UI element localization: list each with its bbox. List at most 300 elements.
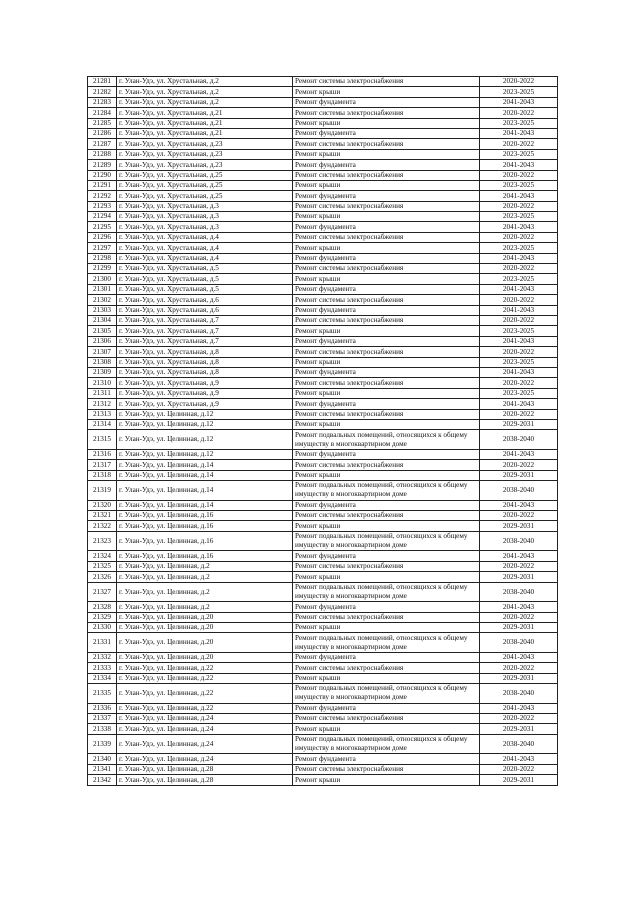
address-cell: г. Улан-Удэ, ул. Целинная, д.28	[117, 764, 293, 774]
period-cell: 2020-2022	[480, 77, 558, 87]
table-row	[88, 460, 558, 470]
address-cell: г. Улан-Удэ, ул. Целинная, д.22	[117, 673, 293, 683]
work-type-cell: Ремонт системы электроснабжения	[293, 201, 480, 211]
table-row	[88, 118, 558, 128]
period-cell: 2020-2022	[480, 612, 558, 622]
row-number-cell: 21302	[88, 295, 117, 305]
period-cell: 2029-2031	[480, 673, 558, 683]
row-number-cell: 21286	[88, 128, 117, 138]
address-cell: г. Улан-Удэ, ул. Хрустальная, д.3	[117, 212, 293, 222]
address-cell: г. Улан-Удэ, ул. Целинная, д.20	[117, 612, 293, 622]
period-cell: 2041-2043	[480, 602, 558, 612]
address-cell: г. Улан-Удэ, ул. Целинная, д.12	[117, 430, 293, 450]
work-type-cell: Ремонт системы электроснабжения	[293, 139, 480, 149]
address-cell: г. Улан-Удэ, ул. Хрустальная, д.21	[117, 118, 293, 128]
period-cell: 2041-2043	[480, 222, 558, 232]
address-cell: г. Улан-Удэ, ул. Хрустальная, д.2	[117, 77, 293, 87]
address-cell: г. Улан-Удэ, ул. Хрустальная, д.7	[117, 326, 293, 336]
table-row	[88, 336, 558, 346]
address-cell: г. Улан-Удэ, ул. Хрустальная, д.23	[117, 139, 293, 149]
period-cell: 2029-2031	[480, 419, 558, 429]
row-number-cell: 21337	[88, 714, 117, 724]
address-cell: г. Улан-Удэ, ул. Хрустальная, д.21	[117, 108, 293, 118]
address-cell: г. Улан-Удэ, ул. Хрустальная, д.5	[117, 264, 293, 274]
work-type-cell: Ремонт фундамента	[293, 222, 480, 232]
row-number-cell: 21340	[88, 754, 117, 764]
period-cell: 2020-2022	[480, 295, 558, 305]
address-cell: г. Улан-Удэ, ул. Целинная, д.2	[117, 602, 293, 612]
table-row	[88, 149, 558, 159]
period-cell: 2029-2031	[480, 724, 558, 734]
work-type-cell: Ремонт фундамента	[293, 160, 480, 170]
work-type-cell: Ремонт подвальных помещений, относящихся к общему имуществу в многоквартирном доме	[293, 684, 480, 704]
address-cell: г. Улан-Удэ, ул. Целинная, д.2	[117, 582, 293, 602]
period-cell: 2020-2022	[480, 347, 558, 357]
work-type-cell: Ремонт системы электроснабжения	[293, 409, 480, 419]
period-cell: 2023-2025	[480, 326, 558, 336]
table-row	[88, 663, 558, 673]
period-cell: 2041-2043	[480, 284, 558, 294]
address-cell: г. Улан-Удэ, ул. Целинная, д.16	[117, 521, 293, 531]
work-type-cell: Ремонт крыши	[293, 419, 480, 429]
work-type-cell: Ремонт фундамента	[293, 284, 480, 294]
period-cell: 2029-2031	[480, 622, 558, 632]
address-cell: г. Улан-Удэ, ул. Хрустальная, д.5	[117, 284, 293, 294]
address-cell: г. Улан-Удэ, ул. Хрустальная, д.4	[117, 232, 293, 242]
work-type-cell: Ремонт фундамента	[293, 652, 480, 662]
work-type-cell: Ремонт системы электроснабжения	[293, 764, 480, 774]
row-number-cell: 21313	[88, 409, 117, 419]
row-number-cell: 21330	[88, 622, 117, 632]
address-cell: г. Улан-Удэ, ул. Целинная, д.12	[117, 449, 293, 459]
work-type-cell: Ремонт фундамента	[293, 128, 480, 138]
table-row	[88, 684, 558, 704]
period-cell: 2020-2022	[480, 511, 558, 521]
work-type-cell: Ремонт системы электроснабжения	[293, 511, 480, 521]
table-row	[88, 500, 558, 510]
table-row	[88, 357, 558, 367]
work-type-cell: Ремонт крыши	[293, 326, 480, 336]
address-cell: г. Улан-Удэ, ул. Целинная, д.14	[117, 460, 293, 470]
row-number-cell: 21341	[88, 764, 117, 774]
table-row	[88, 602, 558, 612]
row-number-cell: 21322	[88, 521, 117, 531]
table-row	[88, 284, 558, 294]
row-number-cell: 21318	[88, 470, 117, 480]
period-cell: 2020-2022	[480, 108, 558, 118]
work-type-cell: Ремонт фундамента	[293, 754, 480, 764]
period-cell: 2041-2043	[480, 500, 558, 510]
row-number-cell: 21306	[88, 336, 117, 346]
table-row	[88, 201, 558, 211]
table-row	[88, 274, 558, 284]
row-number-cell: 21335	[88, 684, 117, 704]
address-cell: г. Улан-Удэ, ул. Хрустальная, д.3	[117, 222, 293, 232]
work-type-cell: Ремонт системы электроснабжения	[293, 295, 480, 305]
address-cell: г. Улан-Удэ, ул. Целинная, д.22	[117, 663, 293, 673]
row-number-cell: 21303	[88, 305, 117, 315]
address-cell: г. Улан-Удэ, ул. Хрустальная, д.4	[117, 253, 293, 263]
table-row	[88, 347, 558, 357]
period-cell: 2020-2022	[480, 264, 558, 274]
work-type-cell: Ремонт системы электроснабжения	[293, 714, 480, 724]
work-type-cell: Ремонт фундамента	[293, 500, 480, 510]
address-cell: г. Улан-Удэ, ул. Хрустальная, д.7	[117, 315, 293, 325]
period-cell: 2023-2025	[480, 87, 558, 97]
address-cell: г. Улан-Удэ, ул. Хрустальная, д.6	[117, 305, 293, 315]
row-number-cell: 21291	[88, 180, 117, 190]
period-cell: 2020-2022	[480, 764, 558, 774]
period-cell: 2041-2043	[480, 336, 558, 346]
work-type-cell: Ремонт крыши	[293, 572, 480, 582]
address-cell: г. Улан-Удэ, ул. Хрустальная, д.9	[117, 378, 293, 388]
row-number-cell: 21294	[88, 212, 117, 222]
table-row	[88, 470, 558, 480]
work-type-cell: Ремонт системы электроснабжения	[293, 612, 480, 622]
period-cell: 2029-2031	[480, 470, 558, 480]
address-cell: г. Улан-Удэ, ул. Хрустальная, д.23	[117, 160, 293, 170]
period-cell: 2020-2022	[480, 170, 558, 180]
table-row	[88, 77, 558, 87]
work-type-cell: Ремонт подвальных помещений, относящихся к общему имуществу в многоквартирном доме	[293, 582, 480, 602]
row-number-cell: 21310	[88, 378, 117, 388]
period-cell: 2023-2025	[480, 212, 558, 222]
address-cell: г. Улан-Удэ, ул. Хрустальная, д.4	[117, 243, 293, 253]
row-number-cell: 21338	[88, 724, 117, 734]
work-type-cell: Ремонт крыши	[293, 357, 480, 367]
row-number-cell: 21327	[88, 582, 117, 602]
table-row	[88, 222, 558, 232]
work-type-cell: Ремонт фундамента	[293, 703, 480, 713]
period-cell: 2038-2040	[480, 582, 558, 602]
table-row	[88, 673, 558, 683]
row-number-cell: 21320	[88, 500, 117, 510]
row-number-cell: 21342	[88, 775, 117, 785]
row-number-cell: 21311	[88, 388, 117, 398]
work-type-cell: Ремонт системы электроснабжения	[293, 315, 480, 325]
period-cell: 2020-2022	[480, 315, 558, 325]
table-row	[88, 449, 558, 459]
row-number-cell: 21312	[88, 399, 117, 409]
period-cell: 2023-2025	[480, 149, 558, 159]
address-cell: г. Улан-Удэ, ул. Хрустальная, д.6	[117, 295, 293, 305]
row-number-cell: 21333	[88, 663, 117, 673]
work-type-cell: Ремонт крыши	[293, 274, 480, 284]
work-type-cell: Ремонт крыши	[293, 775, 480, 785]
work-type-cell: Ремонт крыши	[293, 87, 480, 97]
table-row	[88, 264, 558, 274]
table-row	[88, 315, 558, 325]
work-type-cell: Ремонт фундамента	[293, 336, 480, 346]
work-type-cell: Ремонт системы электроснабжения	[293, 108, 480, 118]
address-cell: г. Улан-Удэ, ул. Целинная, д.24	[117, 754, 293, 764]
table-row	[88, 612, 558, 622]
work-type-cell: Ремонт фундамента	[293, 602, 480, 612]
address-cell: г. Улан-Удэ, ул. Целинная, д.16	[117, 551, 293, 561]
period-cell: 2029-2031	[480, 521, 558, 531]
row-number-cell: 21305	[88, 326, 117, 336]
work-type-cell: Ремонт крыши	[293, 521, 480, 531]
table-row	[88, 295, 558, 305]
address-cell: г. Улан-Удэ, ул. Хрустальная, д.25	[117, 180, 293, 190]
table-row	[88, 180, 558, 190]
work-type-cell: Ремонт фундамента	[293, 191, 480, 201]
table-row	[88, 97, 558, 107]
period-cell: 2041-2043	[480, 367, 558, 377]
work-type-cell: Ремонт фундамента	[293, 253, 480, 263]
row-number-cell: 21316	[88, 449, 117, 459]
row-number-cell: 21293	[88, 201, 117, 211]
period-cell: 2020-2022	[480, 201, 558, 211]
row-number-cell: 21336	[88, 703, 117, 713]
table-row	[88, 572, 558, 582]
period-cell: 2041-2043	[480, 449, 558, 459]
work-type-cell: Ремонт фундамента	[293, 399, 480, 409]
period-cell: 2041-2043	[480, 754, 558, 764]
row-number-cell: 21309	[88, 367, 117, 377]
period-cell: 2020-2022	[480, 139, 558, 149]
table-row	[88, 87, 558, 97]
period-cell: 2023-2025	[480, 243, 558, 253]
work-type-cell: Ремонт системы электроснабжения	[293, 347, 480, 357]
address-cell: г. Улан-Удэ, ул. Хрустальная, д.2	[117, 87, 293, 97]
work-type-cell: Ремонт крыши	[293, 388, 480, 398]
address-cell: г. Улан-Удэ, ул. Хрустальная, д.5	[117, 274, 293, 284]
period-cell: 2038-2040	[480, 734, 558, 754]
period-cell: 2041-2043	[480, 399, 558, 409]
table-row	[88, 521, 558, 531]
work-type-cell: Ремонт системы электроснабжения	[293, 170, 480, 180]
table-row	[88, 481, 558, 501]
table-row	[88, 399, 558, 409]
period-cell: 2023-2025	[480, 180, 558, 190]
work-type-cell: Ремонт крыши	[293, 724, 480, 734]
work-type-cell: Ремонт системы электроснабжения	[293, 232, 480, 242]
row-number-cell: 21304	[88, 315, 117, 325]
period-cell: 2041-2043	[480, 305, 558, 315]
address-cell: г. Улан-Удэ, ул. Хрустальная, д.2	[117, 97, 293, 107]
address-cell: г. Улан-Удэ, ул. Хрустальная, д.8	[117, 357, 293, 367]
address-cell: г. Улан-Удэ, ул. Целинная, д.14	[117, 481, 293, 501]
address-cell: г. Улан-Удэ, ул. Хрустальная, д.25	[117, 191, 293, 201]
table-row	[88, 764, 558, 774]
work-type-cell: Ремонт подвальных помещений, относящихся к общему имуществу в многоквартирном доме	[293, 481, 480, 501]
period-cell: 2038-2040	[480, 531, 558, 551]
row-number-cell: 21319	[88, 481, 117, 501]
table-row	[88, 724, 558, 734]
period-cell: 2041-2043	[480, 191, 558, 201]
table-row	[88, 367, 558, 377]
table-row	[88, 652, 558, 662]
period-cell: 2041-2043	[480, 253, 558, 263]
address-cell: г. Улан-Удэ, ул. Целинная, д.20	[117, 652, 293, 662]
address-cell: г. Улан-Удэ, ул. Хрустальная, д.8	[117, 367, 293, 377]
table-row	[88, 775, 558, 785]
work-type-cell: Ремонт крыши	[293, 149, 480, 159]
work-type-cell: Ремонт системы электроснабжения	[293, 77, 480, 87]
table-row	[88, 108, 558, 118]
table-row	[88, 378, 558, 388]
period-cell: 2020-2022	[480, 232, 558, 242]
table-row	[88, 160, 558, 170]
row-number-cell: 21287	[88, 139, 117, 149]
row-number-cell: 21284	[88, 108, 117, 118]
table-row	[88, 633, 558, 653]
table-row	[88, 409, 558, 419]
row-number-cell: 21300	[88, 274, 117, 284]
period-cell: 2041-2043	[480, 652, 558, 662]
row-number-cell: 21308	[88, 357, 117, 367]
row-number-cell: 21329	[88, 612, 117, 622]
table-row	[88, 703, 558, 713]
period-cell: 2029-2031	[480, 572, 558, 582]
period-cell: 2041-2043	[480, 97, 558, 107]
table-row	[88, 170, 558, 180]
period-cell: 2023-2025	[480, 118, 558, 128]
address-cell: г. Улан-Удэ, ул. Целинная, д.22	[117, 703, 293, 713]
row-number-cell: 21331	[88, 633, 117, 653]
address-cell: г. Улан-Удэ, ул. Хрустальная, д.7	[117, 336, 293, 346]
work-type-cell: Ремонт крыши	[293, 212, 480, 222]
work-type-cell: Ремонт фундамента	[293, 305, 480, 315]
period-cell: 2038-2040	[480, 430, 558, 450]
row-number-cell: 21324	[88, 551, 117, 561]
row-number-cell: 21289	[88, 160, 117, 170]
address-cell: г. Улан-Удэ, ул. Хрустальная, д.23	[117, 149, 293, 159]
address-cell: г. Улан-Удэ, ул. Хрустальная, д.3	[117, 201, 293, 211]
table-row	[88, 232, 558, 242]
row-number-cell: 21334	[88, 673, 117, 683]
address-cell: г. Улан-Удэ, ул. Хрустальная, д.9	[117, 388, 293, 398]
row-number-cell: 21339	[88, 734, 117, 754]
table-row	[88, 531, 558, 551]
table-row	[88, 212, 558, 222]
row-number-cell: 21328	[88, 602, 117, 612]
address-cell: г. Улан-Удэ, ул. Целинная, д.2	[117, 561, 293, 571]
address-cell: г. Улан-Удэ, ул. Целинная, д.16	[117, 531, 293, 551]
row-number-cell: 21281	[88, 77, 117, 87]
period-cell: 2038-2040	[480, 481, 558, 501]
table-row	[88, 191, 558, 201]
work-type-cell: Ремонт крыши	[293, 622, 480, 632]
table-row	[88, 714, 558, 724]
row-number-cell: 21314	[88, 419, 117, 429]
period-cell: 2020-2022	[480, 714, 558, 724]
work-type-cell: Ремонт подвальных помещений, относящихся к общему имуществу в многоквартирном доме	[293, 633, 480, 653]
period-cell: 2041-2043	[480, 703, 558, 713]
work-type-cell: Ремонт системы электроснабжения	[293, 264, 480, 274]
work-type-cell: Ремонт крыши	[293, 180, 480, 190]
period-cell: 2020-2022	[480, 409, 558, 419]
address-cell: г. Улан-Удэ, ул. Целинная, д.2	[117, 572, 293, 582]
work-type-cell: Ремонт фундамента	[293, 551, 480, 561]
work-type-cell: Ремонт фундамента	[293, 97, 480, 107]
work-type-cell: Ремонт крыши	[293, 673, 480, 683]
table-row	[88, 326, 558, 336]
table-row	[88, 139, 558, 149]
work-type-cell: Ремонт подвальных помещений, относящихся к общему имуществу в многоквартирном доме	[293, 430, 480, 450]
row-number-cell: 21332	[88, 652, 117, 662]
address-cell: г. Улан-Удэ, ул. Целинная, д.20	[117, 622, 293, 632]
row-number-cell: 21321	[88, 511, 117, 521]
row-number-cell: 21283	[88, 97, 117, 107]
table-row	[88, 243, 558, 253]
period-cell: 2023-2025	[480, 357, 558, 367]
row-number-cell: 21301	[88, 284, 117, 294]
period-cell: 2020-2022	[480, 378, 558, 388]
row-number-cell: 21292	[88, 191, 117, 201]
work-type-cell: Ремонт системы электроснабжения	[293, 663, 480, 673]
address-cell: г. Улан-Удэ, ул. Целинная, д.14	[117, 500, 293, 510]
row-number-cell: 21297	[88, 243, 117, 253]
table-row	[88, 622, 558, 632]
address-cell: г. Улан-Удэ, ул. Целинная, д.16	[117, 511, 293, 521]
work-type-cell: Ремонт системы электроснабжения	[293, 561, 480, 571]
address-cell: г. Улан-Удэ, ул. Хрустальная, д.25	[117, 170, 293, 180]
address-cell: г. Улан-Удэ, ул. Целинная, д.12	[117, 419, 293, 429]
period-cell: 2020-2022	[480, 663, 558, 673]
address-cell: г. Улан-Удэ, ул. Целинная, д.24	[117, 714, 293, 724]
table-row	[88, 305, 558, 315]
row-number-cell: 21307	[88, 347, 117, 357]
period-cell: 2041-2043	[480, 551, 558, 561]
row-number-cell: 21285	[88, 118, 117, 128]
repair-schedule-table	[87, 76, 558, 786]
row-number-cell: 21299	[88, 264, 117, 274]
period-cell: 2020-2022	[480, 460, 558, 470]
address-cell: г. Улан-Удэ, ул. Целинная, д.20	[117, 633, 293, 653]
period-cell: 2029-2031	[480, 775, 558, 785]
address-cell: г. Улан-Удэ, ул. Хрустальная, д.21	[117, 128, 293, 138]
work-type-cell: Ремонт фундамента	[293, 367, 480, 377]
work-type-cell: Ремонт крыши	[293, 243, 480, 253]
table-row	[88, 734, 558, 754]
address-cell: г. Улан-Удэ, ул. Хрустальная, д.8	[117, 347, 293, 357]
address-cell: г. Улан-Удэ, ул. Целинная, д.22	[117, 684, 293, 704]
address-cell: г. Улан-Удэ, ул. Целинная, д.12	[117, 409, 293, 419]
table-row	[88, 561, 558, 571]
row-number-cell: 21288	[88, 149, 117, 159]
address-cell: г. Улан-Удэ, ул. Хрустальная, д.9	[117, 399, 293, 409]
row-number-cell: 21282	[88, 87, 117, 97]
table-row	[88, 511, 558, 521]
address-cell: г. Улан-Удэ, ул. Целинная, д.28	[117, 775, 293, 785]
period-cell: 2038-2040	[480, 684, 558, 704]
row-number-cell: 21290	[88, 170, 117, 180]
row-number-cell: 21317	[88, 460, 117, 470]
period-cell: 2041-2043	[480, 128, 558, 138]
address-cell: г. Улан-Удэ, ул. Целинная, д.24	[117, 734, 293, 754]
table-row	[88, 582, 558, 602]
period-cell: 2041-2043	[480, 160, 558, 170]
address-cell: г. Улан-Удэ, ул. Целинная, д.14	[117, 470, 293, 480]
table-row	[88, 430, 558, 450]
work-type-cell: Ремонт крыши	[293, 470, 480, 480]
work-type-cell: Ремонт подвальных помещений, относящихся к общему имуществу в многоквартирном доме	[293, 531, 480, 551]
row-number-cell: 21326	[88, 572, 117, 582]
table-row	[88, 253, 558, 263]
row-number-cell: 21323	[88, 531, 117, 551]
row-number-cell: 21325	[88, 561, 117, 571]
row-number-cell: 21298	[88, 253, 117, 263]
work-type-cell: Ремонт фундамента	[293, 449, 480, 459]
work-type-cell: Ремонт подвальных помещений, относящихся к общему имуществу в многоквартирном доме	[293, 734, 480, 754]
table-row	[88, 419, 558, 429]
work-type-cell: Ремонт системы электроснабжения	[293, 460, 480, 470]
table-row	[88, 388, 558, 398]
row-number-cell: 21296	[88, 232, 117, 242]
work-type-cell: Ремонт крыши	[293, 118, 480, 128]
